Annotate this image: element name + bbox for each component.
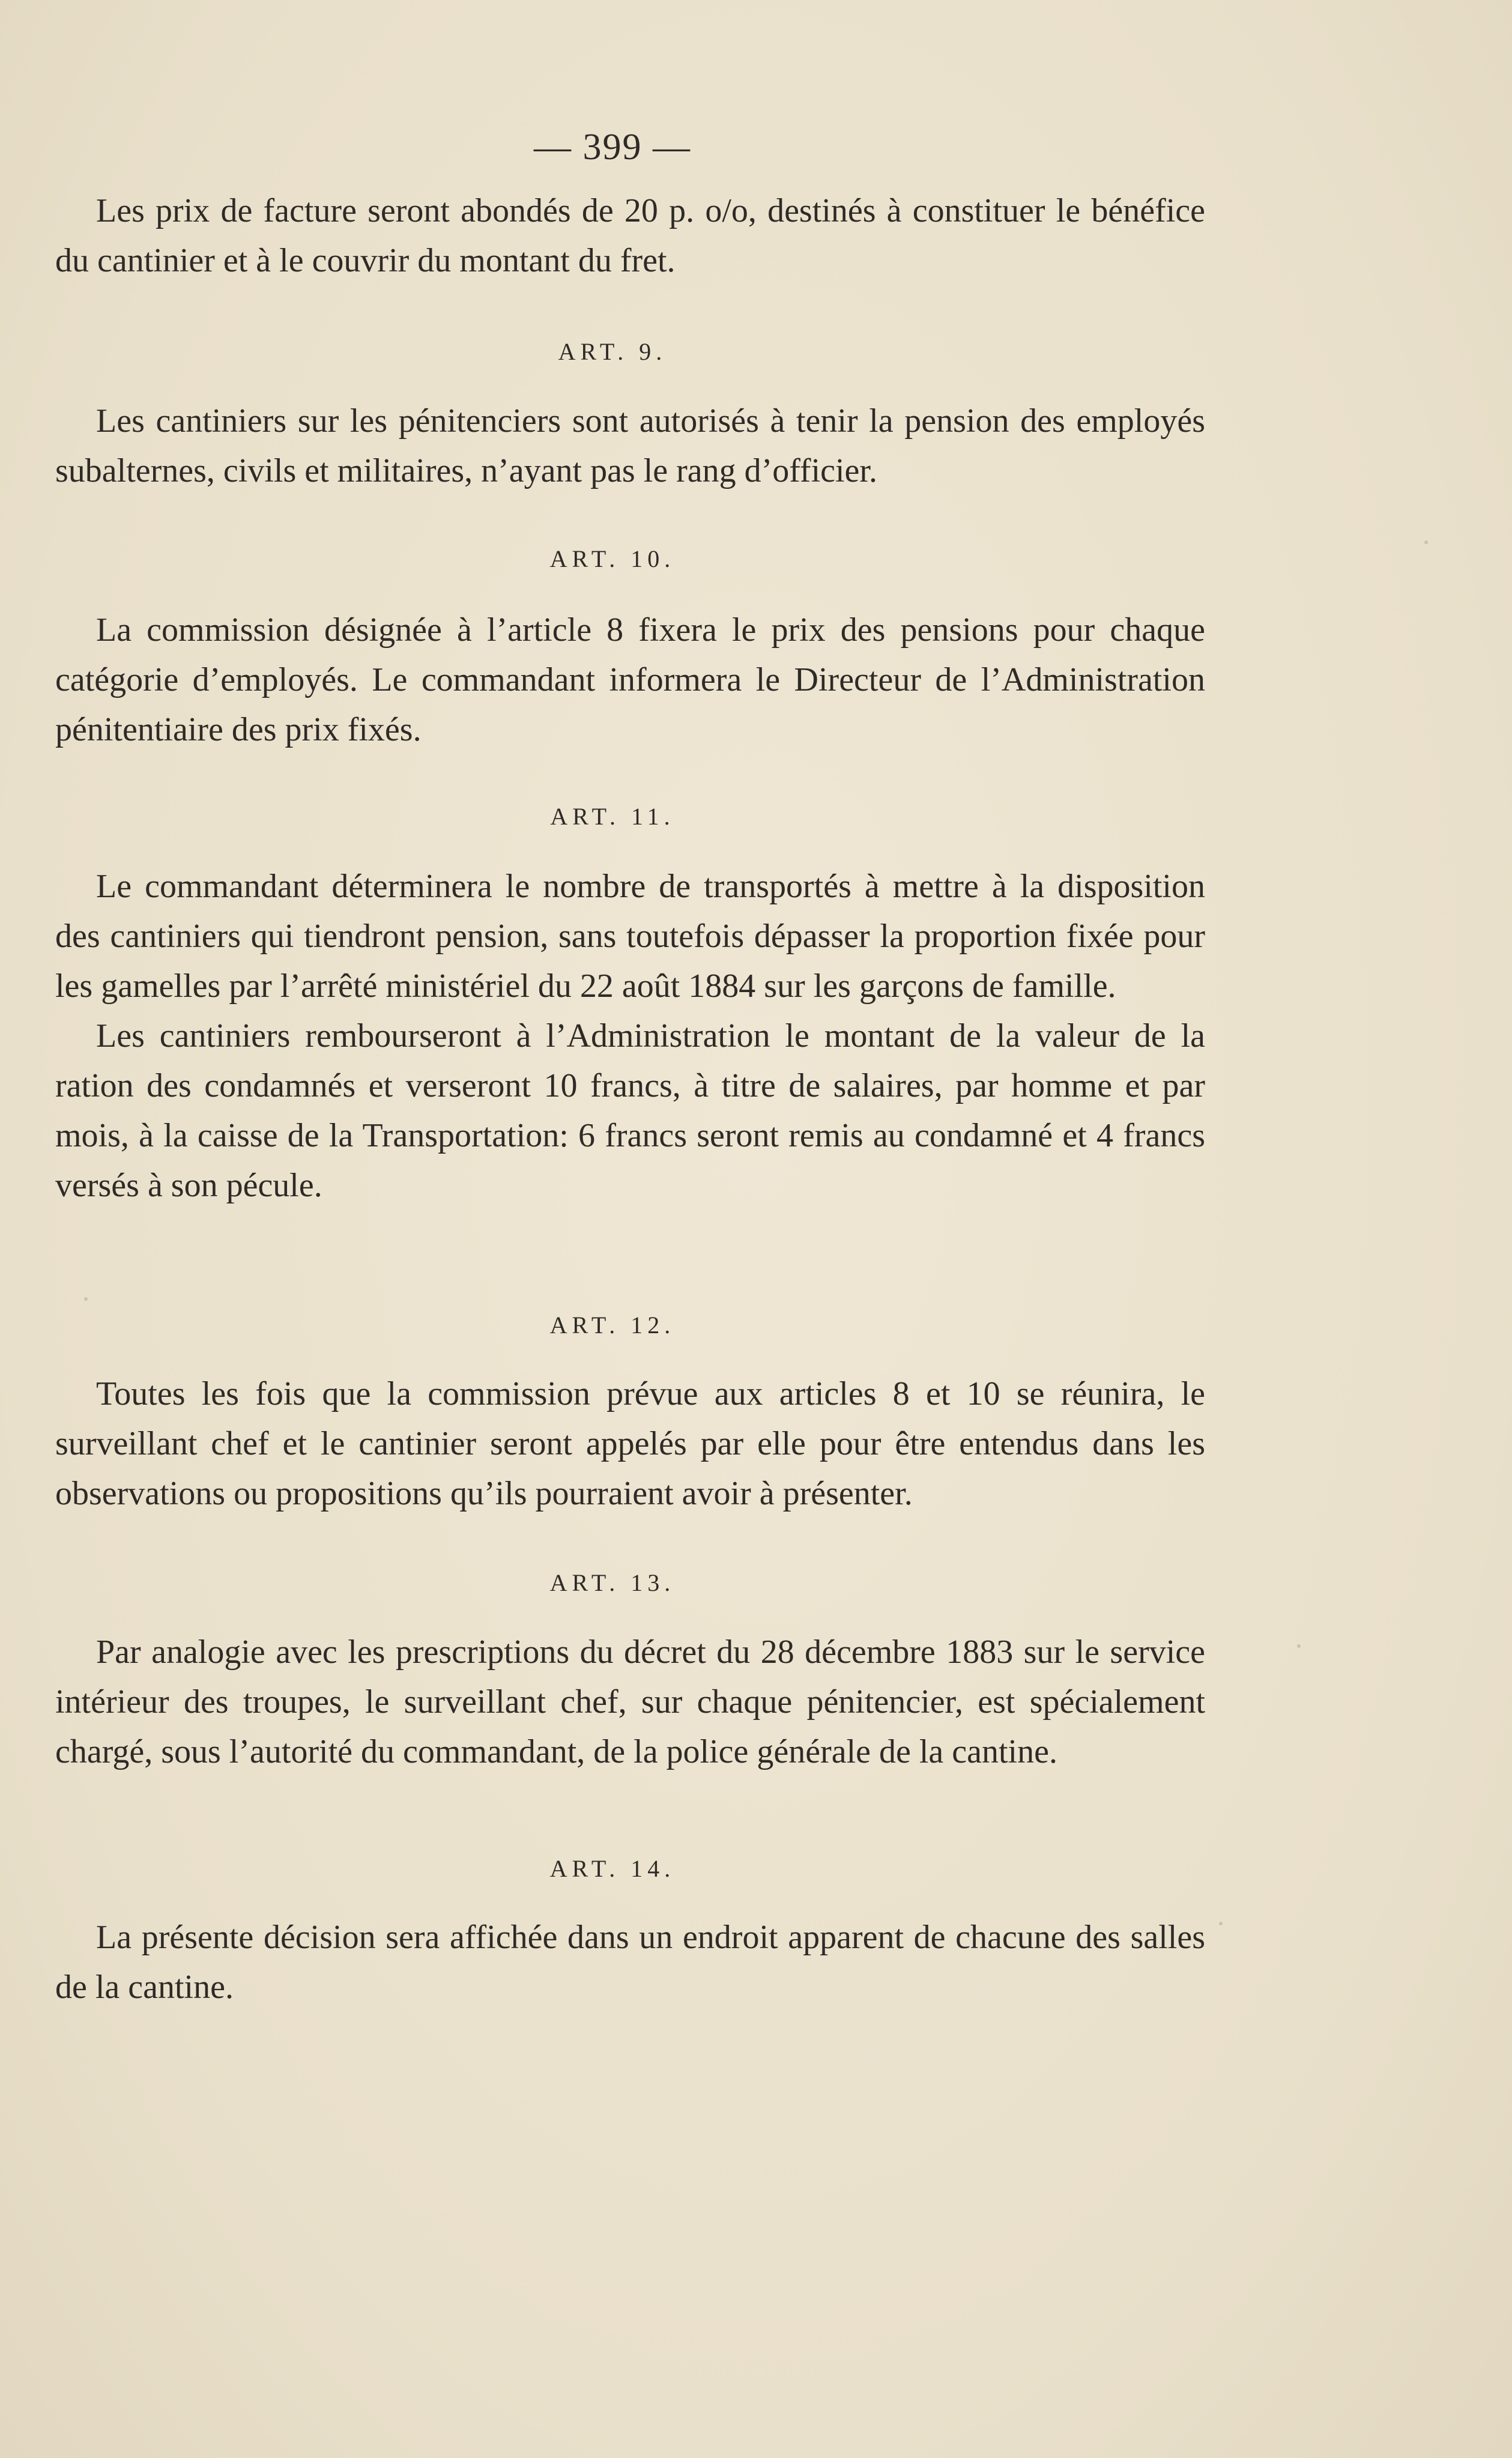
article-10-heading: ART. 10. [549, 545, 676, 572]
article-13-paragraph: Par analogie avec les prescriptions du décret du 28 décembre 1883 sur le service intérieur des troupes, le surveillant chef, sur chaque pénitencier, est spécialement chargé, sous l’autorité du commandant, de la police générale de la cantine. [55, 1633, 1205, 1770]
article-14-paragraph: La présente décision sera affichée dans un endroit apparent de chacune des salles de la cantine. [55, 1919, 1205, 2006]
article-12-heading: ART. 12. [549, 1312, 676, 1339]
article-11-heading: ART. 11. [550, 803, 675, 830]
article-12-body [55, 1369, 1205, 1519]
article-13-heading: ART. 13. [549, 1569, 676, 1596]
article-11-paragraph-2: Les cantiniers rembourseront à l’Administration le montant de la valeur de la ration des condamnés et verseront 10 francs, à titre de salaires, par homme et par mois, à la caisse de la Transportation: 6 francs seront remis au condamné et 4 francs versés à son pécule. [55, 1017, 1205, 1204]
article-11-body [55, 862, 1205, 1211]
paper-speck [1219, 1922, 1223, 1925]
article-13-body [55, 1627, 1205, 1777]
article-11-paragraph-1: Le commandant déterminera le nombre de transportés à mettre à la disposition des cantiniers qui tiendront pension, sans toutefois dépasser la proportion fixée pour les gamelles par l’arrêté ministériel du 22 août 1884 sur les garçons de famille. [55, 868, 1205, 1005]
article-10-body [55, 605, 1205, 755]
article-14-heading: ART. 14. [549, 1855, 676, 1882]
article-14-body [55, 1913, 1205, 2012]
page-number: — 399 — [534, 127, 691, 168]
paper-speck [1297, 1644, 1301, 1648]
intro-paragraph: Les prix de facture seront abondés de 20 p. o/o, destinés à constituer le bénéfice du cantinier et à le couvrir du montant du fret. [55, 192, 1205, 279]
paper-speck [84, 1297, 88, 1301]
paper-speck [1424, 540, 1428, 544]
article-9-heading: ART. 9. [558, 338, 667, 365]
article-10-paragraph: La commission désignée à l’article 8 fixera le prix des pensions pour chaque catégorie d’employés. Le commandant informera le Directeur de l’Administration pénitentiaire des prix fixés. [55, 611, 1205, 748]
intro-block [55, 186, 1205, 286]
article-9-paragraph: Les cantiniers sur les pénitenciers sont autorisés à tenir la pension des employés subalternes, civils et militaires, n’ayant pas le rang d’officier. [55, 402, 1205, 489]
article-12-paragraph: Toutes les fois que la commission prévue aux articles 8 et 10 se réunira, le surveillant chef et le cantinier seront appelés par elle pour être entendus dans les observations ou propositions qu’ils pourraient avoir à présenter. [55, 1375, 1205, 1512]
article-9-body [55, 396, 1205, 496]
